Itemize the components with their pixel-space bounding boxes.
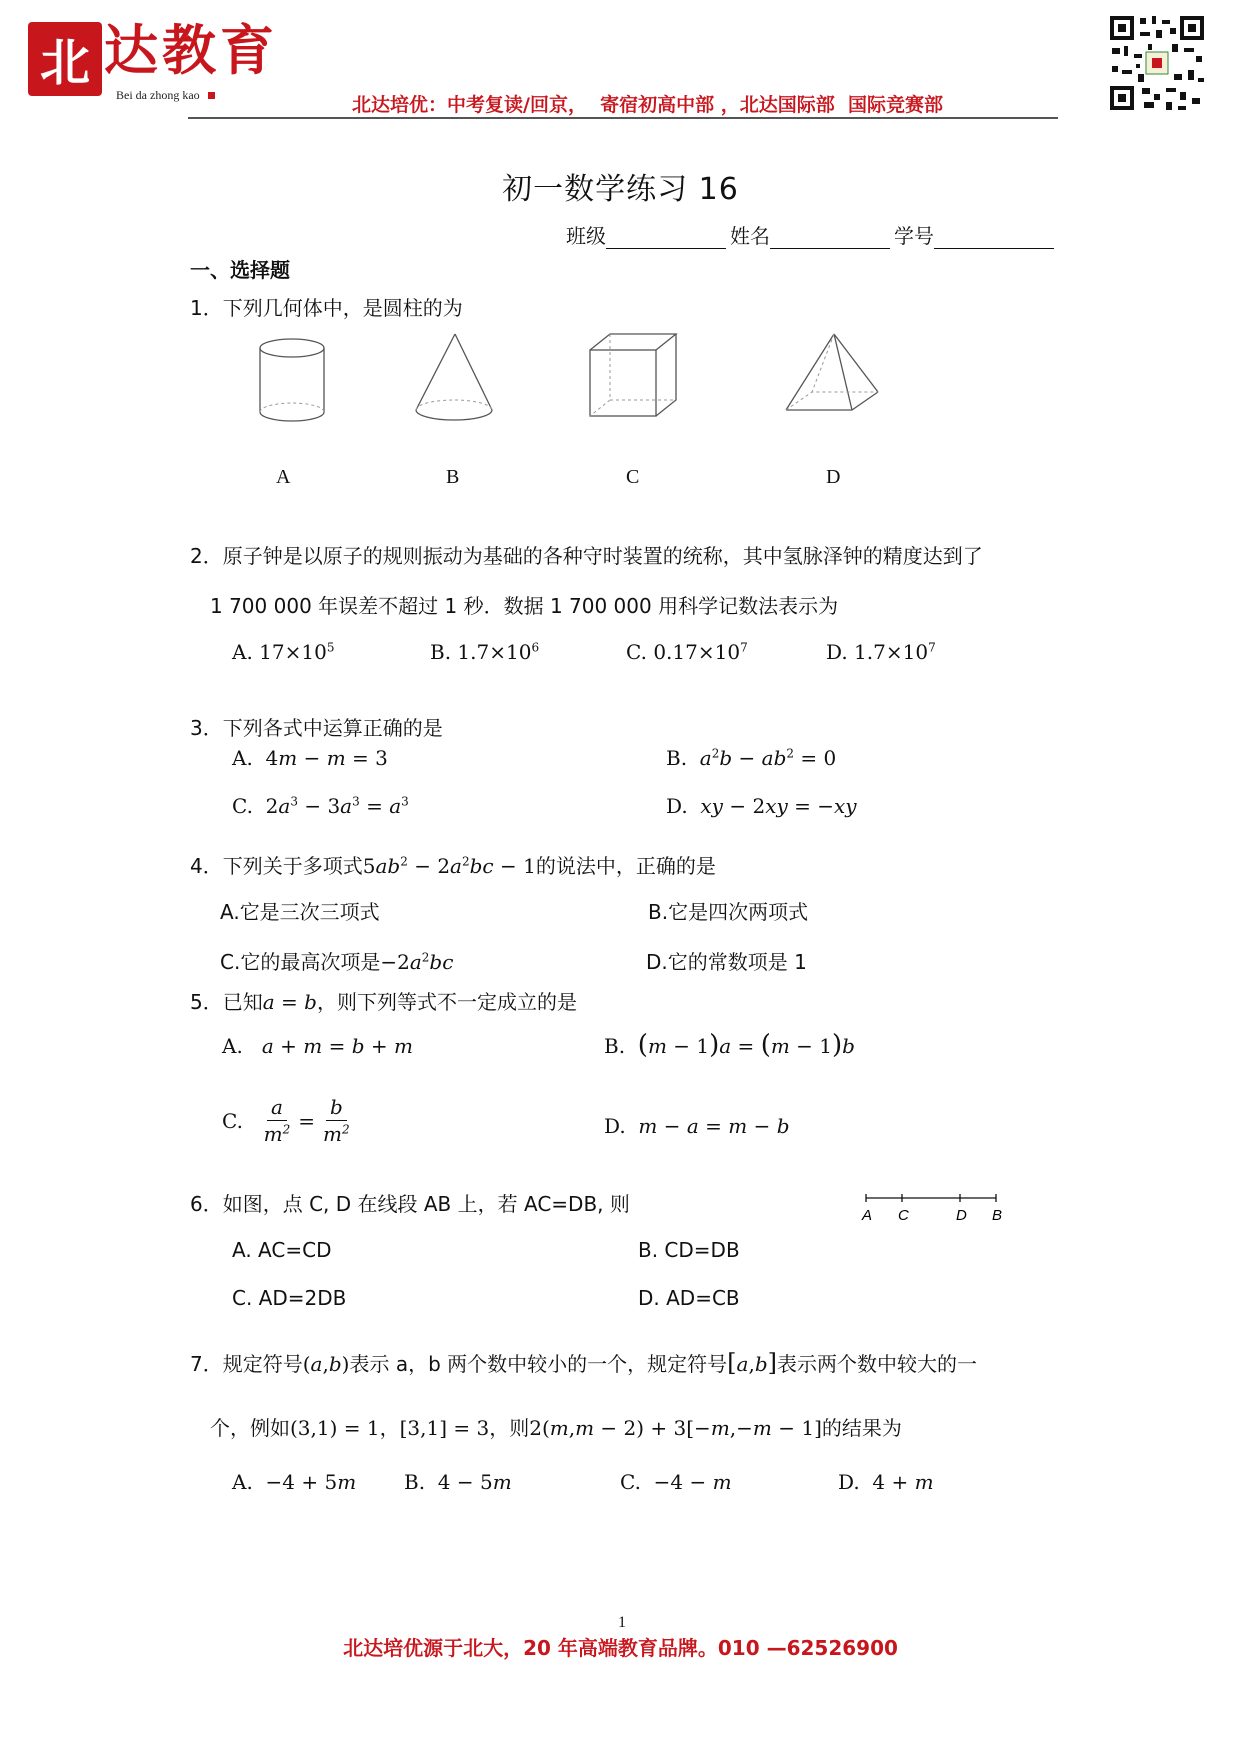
q6-option-d: D. AD=CB bbox=[638, 1286, 740, 1310]
q4-option-d: D.它的常数项是 1 bbox=[646, 950, 807, 974]
footer-slogan: 北达培优源于北大，20 年高端教育品牌。010 —62526900 bbox=[343, 1636, 898, 1660]
q2-option-c: C. $0.17\times 10^7$ bbox=[626, 640, 748, 664]
q3-option-d: D. xy − 2xy = −xy bbox=[666, 794, 857, 818]
cone-icon bbox=[412, 330, 498, 426]
q3-option-b: B. $a^2b - ab^2 = 0$ bbox=[666, 746, 837, 770]
q4-option-a: A.它是三次三项式 bbox=[220, 900, 380, 924]
logo-subtitle: Bei da zhong kao bbox=[116, 88, 215, 103]
point-c-label: C bbox=[898, 1207, 909, 1224]
q4-stem: 4．下列关于多项式$5ab^2 - 2a^2bc - 1$的说法中，正确的是 bbox=[190, 854, 716, 878]
point-a-label: A bbox=[862, 1207, 873, 1224]
q3-option-a: A. 4m − m = 3 bbox=[232, 746, 388, 770]
q6-stem: 6．如图，点 C, D 在线段 AB 上，若 AC=DB, 则 bbox=[190, 1192, 630, 1216]
q7-option-d: D. 4 + m bbox=[838, 1470, 934, 1494]
q1-stem: 1．下列几何体中，是圆柱的为 bbox=[190, 296, 463, 320]
q2-option-b: B. $1.7\times 10^6$ bbox=[430, 640, 540, 664]
q5-option-d: D. m − a = m − b bbox=[604, 1114, 790, 1138]
pyramid-icon bbox=[782, 330, 882, 414]
point-d-label: D bbox=[956, 1207, 967, 1224]
name-label: 姓名 bbox=[730, 224, 770, 248]
q1-label-d: D bbox=[826, 466, 841, 488]
q1-label-b: B bbox=[446, 466, 460, 488]
q3-stem: 3．下列各式中运算正确的是 bbox=[190, 716, 443, 740]
q6-option-a: A. AC=CD bbox=[232, 1238, 332, 1262]
q7-stem-line1: 7．规定符号(a,b)表示 a，b 两个数中较小的一个，规定符号[a,b]表示两个数中较大的一 bbox=[190, 1349, 977, 1377]
cylinder-icon bbox=[256, 336, 336, 428]
q7-option-a: A. −4 + 5m bbox=[232, 1470, 357, 1494]
q6-option-c: C. AD=2DB bbox=[232, 1286, 347, 1310]
student-info-line bbox=[566, 220, 1058, 249]
q2-stem-line2: 1 700 000 年误差不超过 1 秒．数据 1 700 000 用科学记数法表示为 bbox=[210, 594, 839, 618]
q2-option-d: D. $1.7\times 10^7$ bbox=[826, 640, 936, 664]
id-label: 学号 bbox=[894, 224, 934, 248]
q5-option-b: B. (m − 1)a = (m − 1)b bbox=[604, 1030, 855, 1060]
header-divider bbox=[188, 117, 1058, 119]
q1-label-c: C bbox=[626, 466, 640, 488]
header-slogan: 北达培优：中考复读/回京， 寄宿初高中部 ，北达国际部 国际竞赛部 bbox=[352, 94, 944, 116]
q7-stem-line2: 个，例如(3,1) = 1，[3,1] = 3，则2(m,m − 2) + 3[−m,−m − 1]的结果为 bbox=[210, 1416, 902, 1440]
q1-label-a: A bbox=[276, 466, 291, 488]
q4-option-c: C.它的最高次项是$-2a^2bc$ bbox=[220, 950, 454, 974]
class-label: 班级 bbox=[566, 224, 606, 248]
qr-code-icon bbox=[1108, 14, 1206, 112]
line-segment-diagram bbox=[860, 1190, 1010, 1230]
logo-mark: 北 bbox=[28, 22, 102, 96]
q5-option-a: A. a + m = b + m bbox=[222, 1034, 414, 1058]
page-number: 1 bbox=[618, 1614, 626, 1631]
q2-stem-line1: 2．原子钟是以原子的规则振动为基础的各种守时装置的统称，其中氢脉泽钟的精度达到了 bbox=[190, 544, 983, 568]
q5-stem: 5．已知a = b，则下列等式不一定成立的是 bbox=[190, 990, 577, 1014]
cube-icon bbox=[586, 330, 682, 426]
point-b-label: B bbox=[992, 1207, 1003, 1224]
id-blank[interactable] bbox=[934, 226, 1054, 249]
name-blank[interactable] bbox=[770, 226, 890, 249]
class-blank[interactable] bbox=[606, 226, 726, 249]
q3-option-c: C. $2a^3 - 3a^3 = a^3$ bbox=[232, 794, 409, 818]
q4-option-b: B.它是四次两项式 bbox=[648, 900, 809, 924]
q7-option-b: B. 4 − 5m bbox=[404, 1470, 512, 1494]
q5-option-c: C. $\frac{a}{m^2}$ = $\frac{b}{m^2}$ bbox=[222, 1095, 350, 1146]
logo-text: 达教育 bbox=[104, 18, 278, 82]
page-title: 初一数学练习 16 bbox=[502, 172, 739, 207]
q6-option-b: B. CD=DB bbox=[638, 1238, 740, 1262]
q2-option-a: A. $17\times 10^5$ bbox=[232, 640, 335, 664]
section-heading: 一、选择题 bbox=[190, 258, 290, 282]
q7-option-c: C. −4 − m bbox=[620, 1470, 732, 1494]
